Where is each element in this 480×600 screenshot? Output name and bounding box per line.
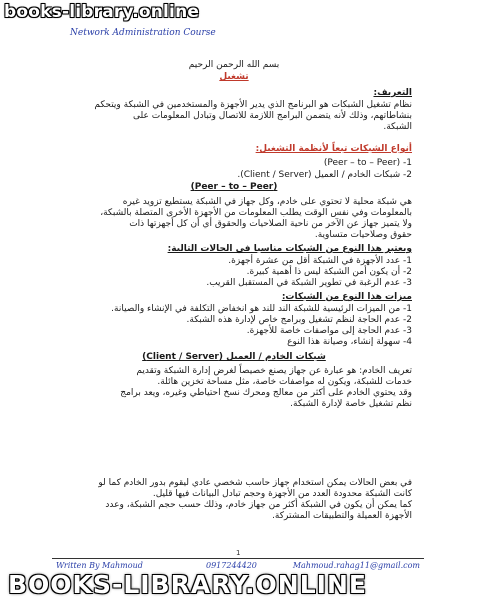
watermark-top: books-library.online [4, 2, 200, 22]
note-line-2: كانت الشبكة محدودة العدد من الأجهزة وحجم تبادل البيانات فيها قليل. [152, 489, 412, 499]
peer-use-3: 3- عدم الرغبة في تطوير الشبكة في المستقبل القريب. [206, 278, 412, 288]
adv-1: 1- من الميزات الرئيسية للشبكة الند للند هو انخفاض التكلفة في الإنشاء والصيانة. [111, 304, 412, 314]
cs-line-2: خدمات للشبكة، ويكون له مواصفات خاصة، مثل مساحة تخزين هائلة. [157, 377, 412, 387]
peer-line-1: هي شبكة محلية لا تحتوي على خادم، وكل جهاز في الشبكة يستطيع تزويد غيره [122, 197, 412, 207]
peer-line-3: ولا يتميز جهاز عن الآخر من ناحية الصلاحيات والحقوق أي أن كل أجهزتها ذات [129, 219, 412, 229]
watermark-bottom: BOOKS-LIBRARY.ONLINE [8, 570, 367, 599]
types-heading: أنواع الشبكات تبعاً لأنظمة التشغيل: [255, 144, 412, 154]
cs-line-3: وقد يحتوي الخادم على أكثر من معالج ومحرك نسخ احتياطي وغيره، ويعد برامج [120, 388, 412, 398]
definition-line-2: بنشاطاتهم، وذلك لأنه يتضمن البرامج اللازمة للاتصال وتبادل المعلومات على [133, 111, 412, 121]
basmala: بسم الله الرحمن الرحيم [188, 60, 280, 70]
peer-heading: (Peer – to – Peer) [190, 182, 278, 192]
cs-line-1: تعريف الخادم: هو عبارة عن جهاز يصنع خصيصاً لغرض إدارة الشبكة وتقديم [136, 366, 412, 376]
peer-line-4: حقوق وصلاحيات متساوية. [314, 230, 412, 240]
footer-author: Written By Mahmoud [56, 561, 143, 570]
adv-heading: ميزات هذا النوع من الشبكات: [281, 292, 412, 302]
adv-2: 2- عدم الحاجة لنظم تشغيل وبرامج خاص لإدارة هذه الشبكة. [186, 315, 412, 325]
cs-heading: شبكات الخادم / العميل (Client / Server) [142, 352, 326, 362]
page-number: 1 [236, 549, 241, 557]
definition-line-3: الشبكة. [383, 122, 412, 132]
type-2: 2- شبكات الخادم / العميل (Client / Server). [237, 170, 412, 180]
note-line-3: كما يمكن أن يكون في الشبكة أكثر من جهاز خادم، وذلك حسب حجم الشبكة، وعدد [105, 500, 412, 510]
peer-use-heading: ويعتبر هذا النوع من الشبكات مناسبا في الحالات التالية: [167, 244, 412, 254]
peer-line-2: بالمعلومات وفي نفس الوقت يطلب المعلومات من الأجهزة الأخرى المتصلة بالشبكة، [100, 208, 412, 218]
footer-phone: 0917244420 [206, 561, 257, 570]
type-1: 1- (Peer – to – Peer) [323, 158, 412, 168]
adv-4: 4- سهولة إنشاء، وصيانة هذا النوع [287, 337, 412, 347]
peer-use-2: 2- أن يكون أمن الشبكة ليس ذا أهمية كبيرة. [246, 267, 412, 277]
footer-email: Mahmoud.rahag11@gmail.com [292, 561, 420, 570]
note-line-1: في بعض الحالات يمكن استخدام جهاز حاسب شخصي عادي ليقوم بدور الخادم كما لو [98, 478, 412, 488]
heading: تشغيل [219, 72, 249, 82]
cs-line-4: نظم تشغيل خاصة لإدارة الشبكة. [290, 399, 412, 409]
course-title: Network Administration Course [70, 28, 216, 38]
definition-line-1: نظام تشغيل الشبكات هو البرنامج الذي يدير الأجهزة والمستخدمين في الشبكة ويتحكم [94, 100, 412, 110]
footer-divider [52, 558, 424, 559]
note-line-4: الأجهزة العميلة والتطبيقات المشتركة. [272, 511, 412, 521]
peer-use-1: 1- عدد الأجهزة في الشبكة أقل من عشرة أجهزة. [228, 256, 412, 266]
adv-3: 3- عدم الحاجة إلى مواصفات خاصة للأجهزة. [246, 326, 412, 336]
definition-label: التعريف: [373, 88, 412, 98]
